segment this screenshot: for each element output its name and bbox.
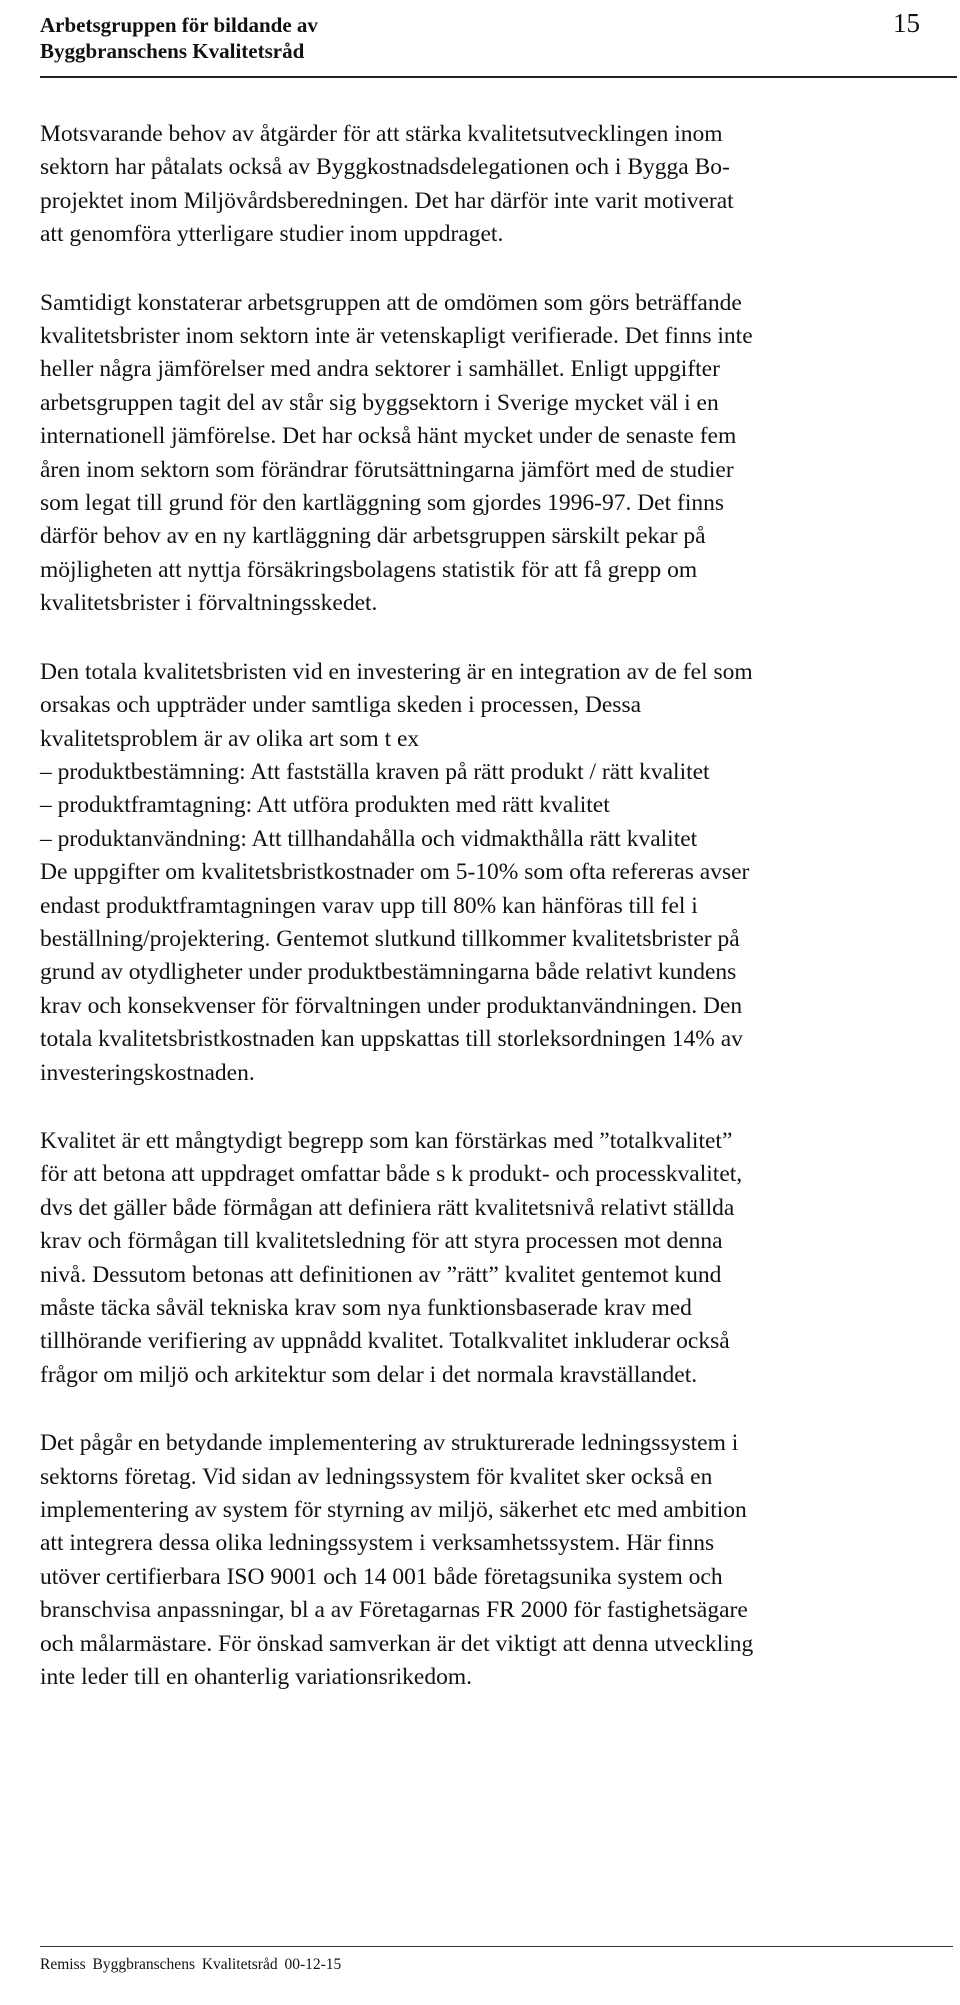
list-item: – produktframtagning: Att utföra produkten med rätt kvalitet (40, 792, 610, 819)
text-line: måste täcka såväl tekniska krav som nya funktionsbaserade krav med (40, 1295, 692, 1321)
text-line: därför behov av en ny kartläggning där arbetsgruppen särskilt pekar på (40, 523, 706, 550)
text-line: och målarmästare. För önskad samverkan är det viktigt att denna utveckling (40, 1630, 754, 1657)
paragraph-2 (40, 287, 945, 621)
footer-divider (40, 1946, 953, 1947)
text-line: kvalitetsbrister i förvaltningsskedet. (40, 590, 378, 617)
text-line: möjligheten att nyttja försäkringsbolagens statistik för att få grepp om (40, 556, 698, 583)
header-title-line-2: Byggbranschens Kvalitetsråd (40, 39, 305, 63)
text-line: frågor om miljö och arkitektur som delar i det normala kravställandet. (40, 1361, 698, 1388)
header-title-line-1: Arbetsgruppen för bildande av (40, 13, 318, 37)
list-item: – produktbestämning: Att fastställa kraven på rätt produkt / rätt kvalitet (40, 758, 710, 785)
document-body (40, 118, 945, 1729)
text-line: kvalitetsproblem är av olika art som t ex (40, 725, 420, 752)
text-line: grund av otydligheter under produktbestämningarna både relativt kundens (40, 959, 737, 986)
text-line: för att betona att uppdraget omfattar både s k produkt- och processkvalitet, (40, 1161, 743, 1188)
text-line: som legat till grund för den kartläggning som gjordes 1996-97. Det finns (40, 490, 725, 517)
page-number: 15 (893, 8, 920, 38)
text-line: totala kvalitetsbristkostnaden kan uppskattas till storleksordningen 14% av (40, 1026, 743, 1053)
page-header (40, 8, 920, 64)
text-line: Samtidigt konstaterar arbetsgruppen att de omdömen som görs beträffande (40, 289, 742, 316)
text-line: åren inom sektorn som förändrar förutsättningarna jämfört med de studier (40, 456, 734, 483)
text-line: utöver certifierbara ISO 9001 och 14 001 både företagsunika system och (40, 1563, 723, 1590)
text-line: orsakas och uppträder under samtliga skeden i processen, Dessa (40, 692, 642, 719)
text-line: sektorns företag. Vid sidan av ledningssystem för kvalitet sker också en (40, 1463, 713, 1490)
text-line: De uppgifter om kvalitetsbristkostnader om 5-10% som ofta refereras avser (40, 859, 750, 886)
text-line: att integrera dessa olika ledningssystem i verksamhetssystem. Här finns (40, 1530, 715, 1557)
text-line: krav och förmågan till kvalitetsledning för att styra processen mot denna (40, 1228, 723, 1255)
text-line: Motsvarande behov av åtgärder för att stärka kvalitetsutvecklingen inom (40, 121, 723, 147)
paragraph-1 (40, 118, 945, 252)
text-line: beställning/projektering. Gentemot slutkund tillkommer kvalitetsbrister på (40, 925, 740, 952)
page-footer: Remiss Byggbranschens Kvalitetsråd 00-12-15 (40, 1956, 342, 1973)
text-line: Kvalitet är ett mångtydigt begrepp som kan förstärkas med ”totalkvalitet” (40, 1127, 733, 1154)
header-title (40, 12, 920, 64)
text-line: investeringskostnaden. (40, 1059, 255, 1086)
text-line: projektet inom Miljövårdsberedningen. Det har därför inte varit motiverat (40, 187, 734, 214)
text-line: sektorn har påtalats också av Byggkostnadsdelegationen och i Bygga Bo- (40, 154, 730, 181)
text-line: dvs det gäller både förmågan att definiera rätt kvalitetsnivå relativt ställda (40, 1194, 735, 1221)
text-line: implementering av system för styrning av miljö, säkerhet etc med ambition (40, 1497, 747, 1524)
paragraph-4 (40, 1125, 945, 1392)
text-line: att genomföra ytterligare studier inom uppdraget. (40, 221, 504, 248)
text-line: tillhörande verifiering av uppnådd kvalitet. Totalkvalitet inkluderar också (40, 1328, 730, 1355)
text-line: branschvisa anpassningar, bl a av Företagarnas FR 2000 för fastighetsägare (40, 1597, 748, 1624)
text-line: endast produktframtagningen varav upp till 80% kan hänföras till fel i (40, 892, 698, 919)
text-line: nivå. Dessutom betonas att definitionen av ”rätt” kvalitet gentemot kund (40, 1261, 722, 1288)
paragraph-5 (40, 1427, 945, 1694)
text-line: Den totala kvalitetsbristen vid en investering är en integration av de fel som (40, 658, 753, 685)
text-line: inte leder till en ohanterlig variationsrikedom. (40, 1664, 473, 1691)
text-line: heller några jämförelser med andra sektorer i samhället. Enligt uppgifter (40, 356, 720, 383)
text-line: arbetsgruppen tagit del av står sig byggsektorn i Sverige mycket väl i en (40, 389, 719, 416)
paragraph-3 (40, 656, 945, 1090)
text-line: kvalitetsbrister inom sektorn inte är vetenskapligt verifierade. Det finns inte (40, 323, 753, 350)
header-divider (40, 76, 957, 78)
text-line: Det pågår en betydande implementering av strukturerade ledningssystem i (40, 1430, 739, 1457)
list-item: – produktanvändning: Att tillhandahålla och vidmakthålla rätt kvalitet (40, 825, 698, 852)
text-line: krav och konsekvenser för förvaltningen under produktanvändningen. Den (40, 992, 743, 1019)
text-line: internationell jämförelse. Det har också hänt mycket under de senaste fem (40, 423, 737, 450)
